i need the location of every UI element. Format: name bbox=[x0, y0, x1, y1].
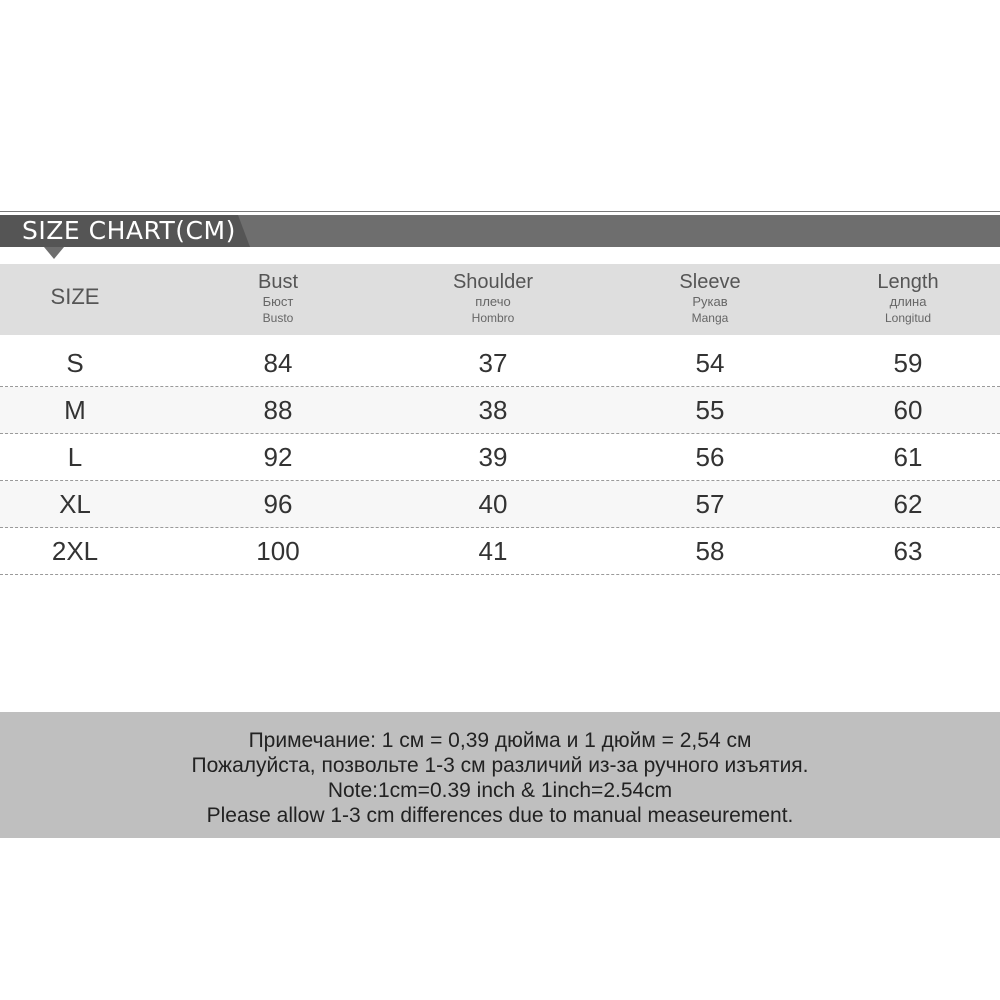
bust-cell: 96 bbox=[263, 489, 293, 519]
top-divider bbox=[0, 211, 1000, 212]
table-row bbox=[0, 340, 1000, 387]
table-row bbox=[0, 528, 1000, 575]
size-cell: XL bbox=[59, 489, 91, 519]
shoulder-cell: 40 bbox=[478, 489, 508, 519]
column-header-es: Busto bbox=[262, 311, 294, 325]
column-header-en: Length bbox=[877, 271, 939, 293]
sleeve-cell: 54 bbox=[695, 348, 725, 378]
title-banner bbox=[0, 215, 1000, 247]
size-table-body bbox=[0, 340, 1000, 575]
column-header-length bbox=[848, 271, 968, 327]
measurement-note-band bbox=[0, 712, 1000, 838]
size-cell: 2XL bbox=[51, 536, 99, 566]
bust-cell: 84 bbox=[263, 348, 293, 378]
shoulder-cell: 41 bbox=[478, 536, 508, 566]
sleeve-cell: 58 bbox=[695, 536, 725, 566]
note-line-ru-conversion: Примечание: 1 см = 0,39 дюйма и 1 дюйм = 2,54 см bbox=[248, 729, 752, 752]
column-header-en: Bust bbox=[257, 271, 299, 293]
note-line-en-conversion: Note:1cm=0.39 inch & 1inch=2.54cm bbox=[327, 779, 673, 802]
length-cell: 60 bbox=[893, 395, 923, 425]
sleeve-cell: 57 bbox=[695, 489, 725, 519]
size-column-header: SIZE bbox=[50, 284, 100, 309]
column-header-shoulder bbox=[433, 271, 553, 327]
note-line-en-allowance: Please allow 1-3 cm differences due to manual measeurement. bbox=[206, 804, 794, 827]
chart-title: SIZE CHART(CM) bbox=[22, 216, 236, 245]
column-header-ru: длина bbox=[889, 294, 927, 309]
size-cell: L bbox=[67, 442, 83, 472]
shoulder-cell: 38 bbox=[478, 395, 508, 425]
column-header-ru: Бюст bbox=[262, 294, 294, 309]
shoulder-cell: 37 bbox=[478, 348, 508, 378]
sleeve-cell: 56 bbox=[695, 442, 725, 472]
bust-cell: 100 bbox=[256, 536, 300, 566]
table-row bbox=[0, 434, 1000, 481]
bust-cell: 92 bbox=[263, 442, 293, 472]
column-header-ru: плечо bbox=[475, 294, 511, 309]
table-row bbox=[0, 387, 1000, 434]
column-header-en: Sleeve bbox=[679, 271, 741, 293]
note-line-ru-allowance: Пожалуйста, позвольте 1-3 см различий из-за ручного изъятия. bbox=[191, 754, 809, 777]
title-pointer-icon bbox=[44, 247, 64, 259]
bust-cell: 88 bbox=[263, 395, 293, 425]
column-header-es: Longitud bbox=[884, 311, 932, 325]
column-header-ru: Рукав bbox=[692, 294, 728, 309]
size-cell: S bbox=[66, 348, 84, 378]
table-row bbox=[0, 481, 1000, 528]
column-header-en: Shoulder bbox=[452, 271, 534, 293]
column-header-es: Hombro bbox=[471, 311, 515, 325]
length-cell: 59 bbox=[893, 348, 923, 378]
column-header-es: Manga bbox=[691, 311, 729, 325]
shoulder-cell: 39 bbox=[478, 442, 508, 472]
sleeve-cell: 55 bbox=[695, 395, 725, 425]
length-cell: 62 bbox=[893, 489, 923, 519]
length-cell: 63 bbox=[893, 536, 923, 566]
length-cell: 61 bbox=[893, 442, 923, 472]
size-cell: M bbox=[64, 395, 86, 425]
column-header-sleeve bbox=[650, 271, 770, 327]
column-header-bust bbox=[218, 271, 338, 327]
